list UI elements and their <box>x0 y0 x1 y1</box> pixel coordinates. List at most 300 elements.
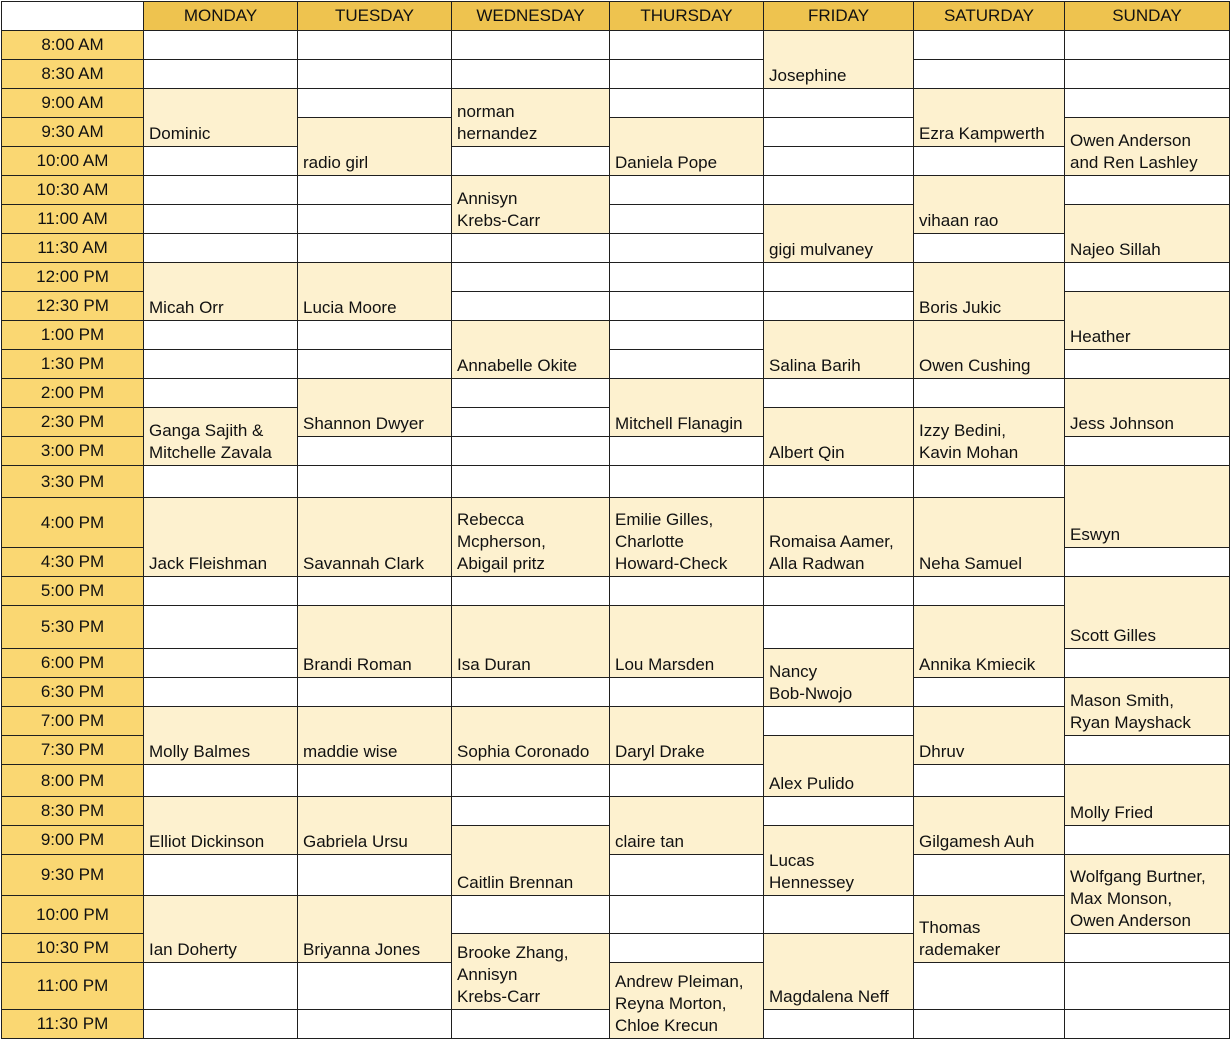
show-slot[interactable] <box>610 379 764 437</box>
show-slot[interactable] <box>452 606 610 678</box>
empty-slot[interactable] <box>144 466 298 498</box>
show-host-name: Ryan Mayshack <box>1070 713 1191 732</box>
show-host-name: and Ren Lashley <box>1070 153 1198 172</box>
show-host-name: Mitchelle Zavala <box>149 443 272 462</box>
show-host-name: Ezra Kampwerth <box>919 124 1045 143</box>
time-label[interactable]: 4:00 PM <box>2 498 144 548</box>
show-host-name: Krebs-Carr <box>457 987 541 1006</box>
empty-slot[interactable] <box>914 855 1065 896</box>
show-host-name: Alex Pulido <box>769 774 855 793</box>
show-slot[interactable] <box>452 498 610 577</box>
show-host-name: Brooke Zhang, <box>457 943 569 962</box>
empty-slot[interactable] <box>298 31 452 60</box>
show-slot[interactable] <box>144 89 298 147</box>
time-label[interactable]: 6:00 PM <box>2 649 144 678</box>
empty-slot[interactable] <box>1065 89 1230 118</box>
empty-slot[interactable] <box>298 89 452 118</box>
empty-slot[interactable] <box>144 577 298 606</box>
show-slot[interactable] <box>1065 678 1230 736</box>
empty-slot[interactable] <box>452 263 610 292</box>
empty-slot[interactable] <box>452 437 610 466</box>
show-slot[interactable] <box>914 89 1065 147</box>
show-slot[interactable] <box>298 797 452 855</box>
day-header-tuesday[interactable]: TUESDAY <box>298 2 452 31</box>
show-host-name: Daryl Drake <box>615 742 705 761</box>
show-host-name: Neha Samuel <box>919 554 1023 573</box>
show-host-name: norman <box>457 102 515 121</box>
empty-slot[interactable] <box>144 963 298 1010</box>
show-host-name: Annisyn <box>457 965 518 984</box>
empty-slot[interactable] <box>914 1010 1065 1039</box>
empty-slot[interactable] <box>452 408 610 437</box>
show-slot[interactable] <box>764 736 914 797</box>
empty-slot[interactable] <box>610 60 764 89</box>
empty-slot[interactable] <box>914 234 1065 263</box>
show-host-name: Daniela Pope <box>615 153 718 172</box>
time-label[interactable]: 11:00 AM <box>2 205 144 234</box>
show-slot[interactable] <box>610 707 764 765</box>
time-row <box>2 765 1230 797</box>
empty-slot[interactable] <box>144 678 298 707</box>
show-slot[interactable] <box>914 707 1065 765</box>
empty-slot[interactable] <box>1065 60 1230 89</box>
show-host-name: Alla Radwan <box>769 554 865 573</box>
time-row <box>2 896 1230 934</box>
empty-slot[interactable] <box>144 234 298 263</box>
show-host-name: Owen Anderson <box>1070 911 1191 930</box>
show-host-name: Mitchell Flanagin <box>615 414 743 433</box>
time-label[interactable]: 5:30 PM <box>2 606 144 649</box>
time-label[interactable]: 2:30 PM <box>2 408 144 437</box>
empty-slot[interactable] <box>764 118 914 147</box>
show-host-name: Andrew Pleiman, <box>615 972 744 991</box>
empty-slot[interactable] <box>1065 437 1230 466</box>
empty-slot[interactable] <box>144 649 298 678</box>
time-row <box>2 89 1230 118</box>
empty-slot[interactable] <box>144 606 298 649</box>
empty-slot[interactable] <box>1065 934 1230 963</box>
empty-slot[interactable] <box>914 466 1065 498</box>
empty-slot[interactable] <box>610 292 764 321</box>
time-label[interactable]: 3:00 PM <box>2 437 144 466</box>
show-host-name: Brandi Roman <box>303 655 412 674</box>
show-slot[interactable] <box>914 408 1065 466</box>
show-host-name: Najeo Sillah <box>1070 240 1161 259</box>
empty-slot[interactable] <box>452 292 610 321</box>
empty-slot[interactable] <box>452 147 610 176</box>
show-slot[interactable] <box>764 934 914 1010</box>
show-slot[interactable] <box>610 606 764 678</box>
time-label[interactable]: 7:00 PM <box>2 707 144 736</box>
time-label[interactable]: 5:00 PM <box>2 577 144 606</box>
show-host-name: Jess Johnson <box>1070 414 1174 433</box>
show-slot[interactable] <box>298 118 452 176</box>
show-slot[interactable] <box>610 797 764 855</box>
time-label[interactable]: 9:00 PM <box>2 826 144 855</box>
show-slot[interactable] <box>1065 765 1230 826</box>
time-label[interactable]: 6:30 PM <box>2 678 144 707</box>
show-host-name: Thomas <box>919 918 981 937</box>
empty-slot[interactable] <box>914 379 1065 408</box>
empty-slot[interactable] <box>452 896 610 934</box>
empty-slot[interactable] <box>144 765 298 797</box>
show-slot[interactable] <box>298 263 452 321</box>
show-host-name: Kavin Mohan <box>919 443 1019 462</box>
show-host-name: Bob-Nwojo <box>769 684 853 703</box>
time-row <box>2 577 1230 606</box>
show-slot[interactable] <box>914 498 1065 577</box>
empty-slot[interactable] <box>452 379 610 408</box>
empty-slot[interactable] <box>764 1010 914 1039</box>
empty-slot[interactable] <box>1065 350 1230 379</box>
show-slot[interactable] <box>298 707 452 765</box>
empty-slot[interactable] <box>298 1010 452 1039</box>
show-slot[interactable] <box>764 826 914 896</box>
empty-slot[interactable] <box>298 234 452 263</box>
show-host-name: Rebecca <box>457 510 525 529</box>
time-row <box>2 606 1230 649</box>
empty-slot[interactable] <box>610 350 764 379</box>
empty-slot[interactable] <box>610 934 764 963</box>
show-host-name: Lou Marsden <box>615 655 715 674</box>
empty-slot[interactable] <box>764 896 914 934</box>
day-header-friday[interactable]: FRIDAY <box>764 2 914 31</box>
time-row <box>2 797 1230 826</box>
show-host-name: Molly Balmes <box>149 742 251 761</box>
empty-slot[interactable] <box>144 147 298 176</box>
time-label[interactable]: 11:30 AM <box>2 234 144 263</box>
time-label[interactable]: 1:00 PM <box>2 321 144 350</box>
show-slot[interactable] <box>452 934 610 1010</box>
show-host-name: Ganga Sajith & <box>149 421 264 440</box>
empty-slot[interactable] <box>914 765 1065 797</box>
empty-slot[interactable] <box>914 963 1065 1010</box>
show-host-name: Gilgamesh Auh <box>919 832 1035 851</box>
show-slot[interactable] <box>914 896 1065 963</box>
time-row <box>2 855 1230 896</box>
show-slot[interactable] <box>610 498 764 577</box>
show-host-name: Hennessey <box>769 873 855 892</box>
empty-slot[interactable] <box>1065 649 1230 678</box>
empty-slot[interactable] <box>610 321 764 350</box>
show-host-name: Jack Fleishman <box>149 554 268 573</box>
show-slot[interactable] <box>298 498 452 577</box>
show-host-name: Annabelle Okite <box>457 356 578 375</box>
empty-slot[interactable] <box>764 707 914 736</box>
empty-slot[interactable] <box>1065 263 1230 292</box>
time-row <box>2 466 1230 498</box>
empty-slot[interactable] <box>298 321 452 350</box>
show-host-name: radio girl <box>303 153 369 172</box>
time-label[interactable]: 12:30 PM <box>2 292 144 321</box>
empty-slot[interactable] <box>452 797 610 826</box>
show-host-name: Chloe Krecun <box>615 1016 719 1035</box>
time-label[interactable]: 10:00 PM <box>2 896 144 934</box>
show-host-name: Izzy Bedini, <box>919 421 1006 440</box>
empty-slot[interactable] <box>452 466 610 498</box>
show-host-name: Magdalena Neff <box>769 987 889 1006</box>
show-slot[interactable] <box>452 89 610 147</box>
show-slot[interactable] <box>144 498 298 577</box>
time-label[interactable]: 9:00 AM <box>2 89 144 118</box>
show-host-name: Heather <box>1070 327 1131 346</box>
show-host-name: Eswyn <box>1070 525 1121 544</box>
empty-slot[interactable] <box>764 606 914 649</box>
show-host-name: Max Monson, <box>1070 889 1173 908</box>
empty-slot[interactable] <box>764 797 914 826</box>
show-slot[interactable] <box>764 205 914 263</box>
empty-slot[interactable] <box>764 292 914 321</box>
empty-slot[interactable] <box>144 379 298 408</box>
show-host-name: Salina Barih <box>769 356 861 375</box>
empty-slot[interactable] <box>144 321 298 350</box>
show-host-name: Nancy <box>769 662 818 681</box>
empty-slot[interactable] <box>914 31 1065 60</box>
empty-slot[interactable] <box>1065 963 1230 1010</box>
empty-slot[interactable] <box>452 31 610 60</box>
show-host-name: Annisyn <box>457 189 518 208</box>
show-host-name: gigi mulvaney <box>769 240 873 259</box>
empty-slot[interactable] <box>452 577 610 606</box>
show-slot[interactable] <box>144 896 298 963</box>
show-slot[interactable] <box>764 321 914 379</box>
time-label[interactable]: 11:30 PM <box>2 1010 144 1039</box>
empty-slot[interactable] <box>144 1010 298 1039</box>
show-host-name: Briyanna Jones <box>303 940 421 959</box>
show-host-name: Romaisa Aamer, <box>769 532 894 551</box>
show-host-name: Charlotte <box>615 532 684 551</box>
time-label[interactable]: 12:00 PM <box>2 263 144 292</box>
day-header-sunday[interactable]: SUNDAY <box>1065 2 1230 31</box>
show-host-name: hernandez <box>457 124 538 143</box>
time-label[interactable]: 3:30 PM <box>2 466 144 498</box>
empty-slot[interactable] <box>298 963 452 1010</box>
time-row <box>2 707 1230 736</box>
empty-slot[interactable] <box>914 577 1065 606</box>
time-row <box>2 60 1230 89</box>
empty-slot[interactable] <box>298 176 452 205</box>
empty-slot[interactable] <box>1065 31 1230 60</box>
show-host-name: Annika Kmiecik <box>919 655 1036 674</box>
empty-slot[interactable] <box>914 147 1065 176</box>
empty-slot[interactable] <box>610 466 764 498</box>
show-host-name: Owen Cushing <box>919 356 1031 375</box>
empty-slot[interactable] <box>610 89 764 118</box>
time-label[interactable]: 1:30 PM <box>2 350 144 379</box>
show-slot[interactable] <box>764 31 914 89</box>
time-label[interactable]: 8:30 PM <box>2 797 144 826</box>
show-host-name: Reyna Morton, <box>615 994 727 1013</box>
show-host-name: Savannah Clark <box>303 554 424 573</box>
show-host-name: Micah Orr <box>149 298 224 317</box>
time-label[interactable]: 10:30 PM <box>2 934 144 963</box>
empty-slot[interactable] <box>144 31 298 60</box>
show-slot[interactable] <box>914 606 1065 678</box>
empty-slot[interactable] <box>610 678 764 707</box>
show-host-name: Lucas <box>769 851 815 870</box>
empty-slot[interactable] <box>144 176 298 205</box>
empty-slot[interactable] <box>1065 826 1230 855</box>
show-host-name: Abigail pritz <box>457 554 545 573</box>
empty-slot[interactable] <box>452 765 610 797</box>
empty-slot[interactable] <box>452 1010 610 1039</box>
empty-slot[interactable] <box>298 60 452 89</box>
time-row <box>2 321 1230 350</box>
empty-slot[interactable] <box>1065 176 1230 205</box>
time-label[interactable]: 9:30 AM <box>2 118 144 147</box>
show-slot[interactable] <box>1065 379 1230 437</box>
empty-slot[interactable] <box>144 60 298 89</box>
day-header-saturday[interactable]: SATURDAY <box>914 2 1065 31</box>
time-row <box>2 963 1230 1010</box>
show-slot[interactable] <box>764 408 914 466</box>
show-host-name: Wolfgang Burtner, <box>1070 867 1206 886</box>
show-slot[interactable] <box>452 176 610 234</box>
empty-slot[interactable] <box>914 60 1065 89</box>
show-host-name: Howard-Check <box>615 554 728 573</box>
empty-slot[interactable] <box>452 60 610 89</box>
time-label[interactable]: 8:30 AM <box>2 60 144 89</box>
empty-slot[interactable] <box>144 855 298 896</box>
show-slot[interactable] <box>144 408 298 466</box>
corner-cell[interactable] <box>2 2 144 31</box>
empty-slot[interactable] <box>610 855 764 896</box>
show-slot[interactable] <box>610 118 764 176</box>
time-label[interactable]: 11:00 PM <box>2 963 144 1010</box>
empty-slot[interactable] <box>764 176 914 205</box>
empty-slot[interactable] <box>298 678 452 707</box>
empty-slot[interactable] <box>610 263 764 292</box>
empty-slot[interactable] <box>1065 548 1230 577</box>
time-label[interactable]: 8:00 PM <box>2 765 144 797</box>
show-slot[interactable] <box>914 176 1065 234</box>
time-row <box>2 498 1230 548</box>
empty-slot[interactable] <box>610 205 764 234</box>
empty-slot[interactable] <box>610 234 764 263</box>
empty-slot[interactable] <box>298 855 452 896</box>
show-host-name: Albert Qin <box>769 443 845 462</box>
empty-slot[interactable] <box>144 350 298 379</box>
show-slot[interactable] <box>914 321 1065 379</box>
show-host-name: Mcpherson, <box>457 532 546 551</box>
show-host-name: Isa Duran <box>457 655 531 674</box>
show-host-name: Mason Smith, <box>1070 691 1174 710</box>
show-slot[interactable] <box>1065 466 1230 548</box>
time-row <box>2 263 1230 292</box>
time-label[interactable]: 8:00 AM <box>2 31 144 60</box>
day-header-thursday[interactable]: THURSDAY <box>610 2 764 31</box>
time-row <box>2 31 1230 60</box>
time-row <box>2 379 1230 408</box>
empty-slot[interactable] <box>764 89 914 118</box>
show-slot[interactable] <box>298 379 452 437</box>
time-row <box>2 176 1230 205</box>
empty-slot[interactable] <box>610 765 764 797</box>
show-slot[interactable] <box>764 649 914 707</box>
show-host-name: Dominic <box>149 124 211 143</box>
show-host-name: Caitlin Brennan <box>457 873 574 892</box>
show-slot[interactable] <box>452 826 610 896</box>
empty-slot[interactable] <box>298 577 452 606</box>
time-label[interactable]: 9:30 PM <box>2 855 144 896</box>
show-host-name: Owen Anderson <box>1070 131 1191 150</box>
day-header-wednesday[interactable]: WEDNESDAY <box>452 2 610 31</box>
show-host-name: Boris Jukic <box>919 298 1002 317</box>
time-row <box>2 678 1230 707</box>
show-slot[interactable] <box>764 498 914 577</box>
empty-slot[interactable] <box>298 350 452 379</box>
empty-slot[interactable] <box>298 205 452 234</box>
empty-slot[interactable] <box>610 176 764 205</box>
show-host-name: Emilie Gilles, <box>615 510 714 529</box>
empty-slot[interactable] <box>298 765 452 797</box>
empty-slot[interactable] <box>914 678 1065 707</box>
empty-slot[interactable] <box>610 896 764 934</box>
empty-slot[interactable] <box>610 577 764 606</box>
show-host-name: claire tan <box>615 832 684 851</box>
time-label[interactable]: 2:00 PM <box>2 379 144 408</box>
time-label[interactable]: 10:30 AM <box>2 176 144 205</box>
empty-slot[interactable] <box>144 205 298 234</box>
show-host-name: vihaan rao <box>919 211 999 230</box>
show-host-name: Scott Gilles <box>1070 626 1156 645</box>
empty-slot[interactable] <box>1065 1010 1230 1039</box>
empty-slot[interactable] <box>764 379 914 408</box>
show-slot[interactable] <box>610 963 764 1039</box>
show-slot[interactable] <box>298 896 452 963</box>
show-host-name: Dhruv <box>919 742 965 761</box>
show-slot[interactable] <box>914 263 1065 321</box>
show-slot[interactable] <box>1065 205 1230 263</box>
show-host-name: rademaker <box>919 940 1001 959</box>
empty-slot[interactable] <box>764 577 914 606</box>
show-host-name: Molly Fried <box>1070 803 1154 822</box>
show-slot[interactable] <box>1065 118 1230 176</box>
show-host-name: Gabriela Ursu <box>303 832 408 851</box>
show-host-name: maddie wise <box>303 742 398 761</box>
show-host-name: Lucia Moore <box>303 298 397 317</box>
show-slot[interactable] <box>144 263 298 321</box>
empty-slot[interactable] <box>764 466 914 498</box>
time-label[interactable]: 4:30 PM <box>2 548 144 577</box>
empty-slot[interactable] <box>764 263 914 292</box>
empty-slot[interactable] <box>1065 736 1230 765</box>
show-slot[interactable] <box>144 707 298 765</box>
day-header-monday[interactable]: MONDAY <box>144 2 298 31</box>
show-host-name: Josephine <box>769 66 847 85</box>
empty-slot[interactable] <box>298 437 452 466</box>
empty-slot[interactable] <box>452 678 610 707</box>
empty-slot[interactable] <box>764 147 914 176</box>
empty-slot[interactable] <box>298 466 452 498</box>
show-slot[interactable] <box>452 707 610 765</box>
time-row <box>2 234 1230 263</box>
empty-slot[interactable] <box>610 31 764 60</box>
time-label[interactable]: 10:00 AM <box>2 147 144 176</box>
show-slot[interactable] <box>1065 577 1230 649</box>
show-slot[interactable] <box>914 797 1065 855</box>
empty-slot[interactable] <box>452 234 610 263</box>
show-slot[interactable] <box>452 321 610 379</box>
empty-slot[interactable] <box>610 437 764 466</box>
show-host-name: Sophia Coronado <box>457 742 590 761</box>
show-slot[interactable] <box>144 797 298 855</box>
show-slot[interactable] <box>1065 292 1230 350</box>
show-slot[interactable] <box>1065 855 1230 934</box>
time-label[interactable]: 7:30 PM <box>2 736 144 765</box>
show-slot[interactable] <box>298 606 452 678</box>
show-host-name: Ian Doherty <box>149 940 237 959</box>
